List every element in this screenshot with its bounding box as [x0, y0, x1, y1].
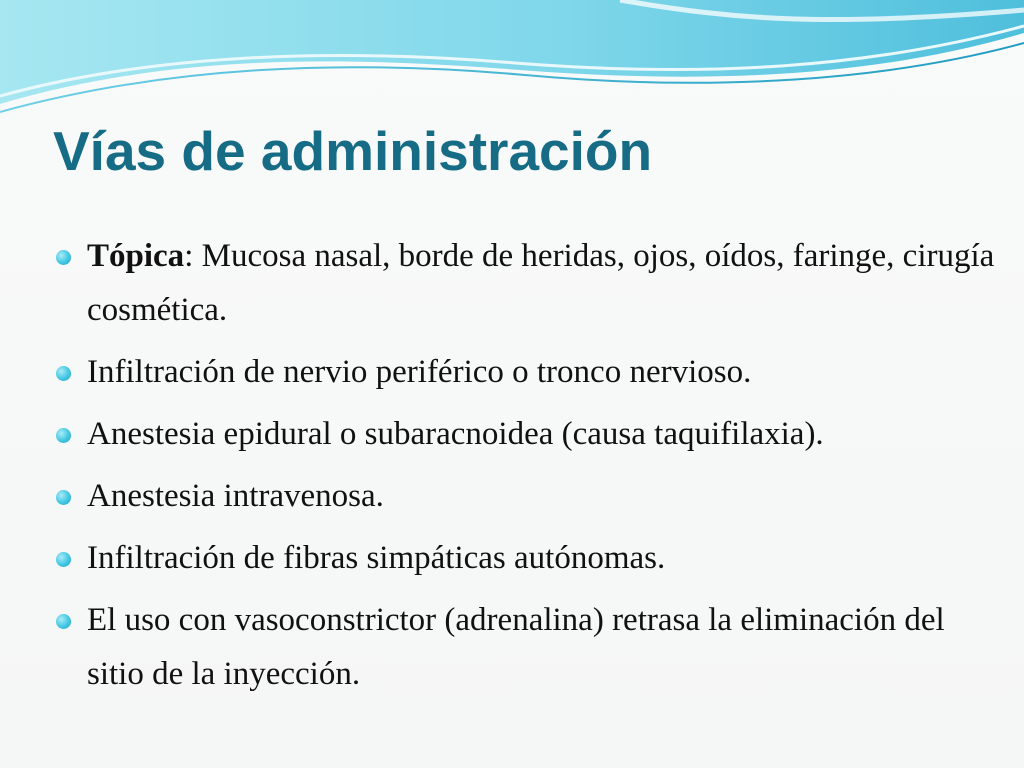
bullet-icon	[56, 428, 71, 443]
bullet-item-sympathetic-fibers	[56, 531, 996, 585]
bullet-item-infiltration-nerve	[56, 345, 996, 399]
bullet-text: Anestesia epidural o subaracnoidea (causa taquifilaxia).	[87, 416, 824, 452]
bullet-bold-lead: Tópica	[87, 238, 185, 274]
bullet-text: El uso con vasoconstrictor (adrenalina) retrasa la eliminación del sitio de la inyección.	[87, 602, 945, 692]
bullet-item-epidural	[56, 407, 996, 461]
bullet-icon	[56, 490, 71, 505]
bullet-text: : Mucosa nasal, borde de heridas, ojos, oídos, faringe, cirugía cosmética.	[87, 238, 995, 328]
bullet-icon	[56, 250, 71, 265]
bullet-text: Anestesia intravenosa.	[87, 478, 384, 514]
bullet-item-topica	[56, 229, 996, 337]
bullet-text: Infiltración de fibras simpáticas autónomas.	[87, 540, 666, 576]
bullet-icon	[56, 552, 71, 567]
bullet-icon	[56, 614, 71, 629]
slide-title: Vías de administración	[53, 120, 653, 182]
decorative-wave-header	[0, 0, 1024, 130]
bullet-text: Infiltración de nervio periférico o tronco nervioso.	[87, 354, 752, 390]
bullet-item-vasoconstrictor	[56, 593, 996, 701]
bullet-icon	[56, 366, 71, 381]
bullet-list	[56, 229, 996, 709]
bullet-item-intravenous	[56, 469, 996, 523]
